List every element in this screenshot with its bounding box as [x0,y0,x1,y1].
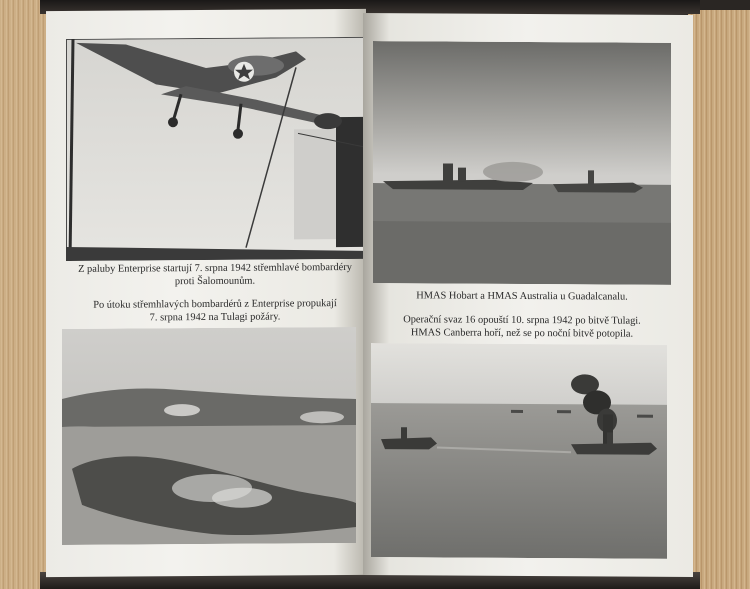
caption-tulagi-fires [70,297,360,325]
caption-line: HMAS Canberra hoří, než se po noční bitvě potopila. [410,327,634,340]
caption-dive-bombers [70,261,360,289]
caption-line: Po útoku střemhlavých bombardérů z Enterprise propukají [93,298,337,311]
caption-task-force-16 [377,313,667,341]
caption-line: HMAS Hobart a HMAS Australia u Guadalcanalu. [416,290,628,303]
caption-line: proti Šalomounům. [174,275,256,288]
caption-line: Operační svaz 16 opouští 10. srpna 1942 po bitvě Tulagi. [403,314,641,327]
photo-tulagi-aerial [62,327,356,545]
photo-hmas-ships [373,41,671,285]
caption-line: 7. srpna 1942 na Tulagi požáry. [149,311,281,324]
right-page [363,13,693,577]
left-page [46,9,366,577]
caption-hmas-hobart [377,289,667,304]
photo-task-force-ships [371,343,667,559]
caption-line: Z paluby Enterprise startují 7. srpna 1942 střemhlavé bombardéry [78,261,352,275]
book-page-edges-left [0,0,52,589]
photo-dive-bomber-takeoff [66,37,364,261]
book-page-edges-right [688,10,750,589]
